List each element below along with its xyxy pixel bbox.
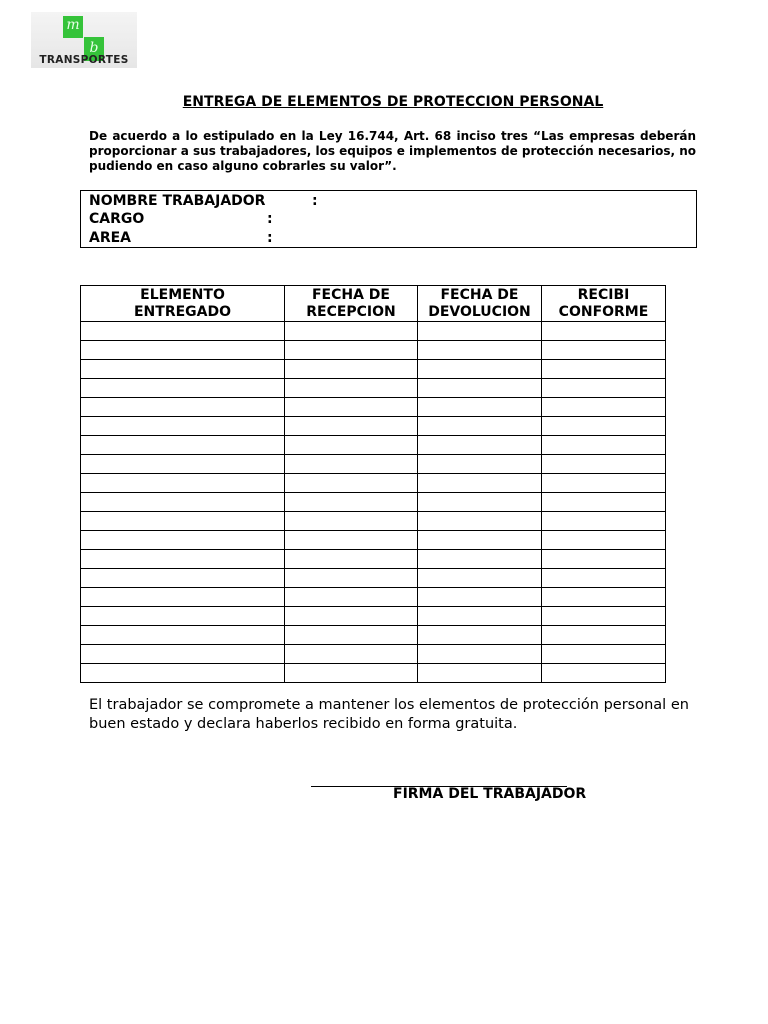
table-row (81, 512, 666, 531)
worker-name-field (89, 193, 318, 210)
cell-recibi-conforme (542, 379, 666, 398)
header-recibi-conforme-line2: CONFORME (558, 303, 649, 320)
closing-statement: El trabajador se compromete a mantener los elementos de protección personal en buen estado y declara haberlos recibido en forma gratuita. (89, 697, 689, 732)
cell-fecha-recepcion (285, 626, 418, 645)
cell-elemento (81, 474, 285, 493)
cell-elemento (81, 626, 285, 645)
header-fecha-recepcion-line1: FECHA DE (311, 286, 390, 303)
cell-recibi-conforme (542, 417, 666, 436)
table-row (81, 531, 666, 550)
company-logo (31, 12, 137, 68)
cell-fecha-devolucion (418, 341, 542, 360)
cell-elemento (81, 360, 285, 379)
table-row (81, 398, 666, 417)
cell-fecha-recepcion (285, 531, 418, 550)
table-row (81, 664, 666, 683)
cell-elemento (81, 512, 285, 531)
cell-recibi-conforme (542, 645, 666, 664)
table-body (81, 322, 666, 683)
ppe-delivery-table (80, 285, 666, 683)
table-row (81, 417, 666, 436)
cell-elemento (81, 588, 285, 607)
table-row (81, 607, 666, 626)
cell-recibi-conforme (542, 341, 666, 360)
cell-fecha-recepcion (285, 398, 418, 417)
cell-recibi-conforme (542, 512, 666, 531)
cell-recibi-conforme (542, 360, 666, 379)
cell-fecha-devolucion (418, 645, 542, 664)
cell-fecha-devolucion (418, 664, 542, 683)
cell-elemento (81, 569, 285, 588)
worker-area-field (89, 230, 273, 247)
table-row (81, 493, 666, 512)
table-row (81, 474, 666, 493)
worker-name-label: NOMBRE TRABAJADOR (89, 193, 266, 209)
cell-elemento (81, 531, 285, 550)
cell-recibi-conforme (542, 398, 666, 417)
cell-fecha-recepcion (285, 379, 418, 398)
cell-recibi-conforme (542, 569, 666, 588)
cell-fecha-devolucion (418, 588, 542, 607)
cell-elemento (81, 341, 285, 360)
table-row (81, 626, 666, 645)
cell-fecha-recepcion (285, 341, 418, 360)
table-row (81, 379, 666, 398)
header-elemento-line1: ELEMENTO (140, 286, 225, 303)
cell-fecha-devolucion (418, 417, 542, 436)
header-elemento (81, 286, 285, 322)
table-row (81, 550, 666, 569)
worker-area-colon: : (267, 230, 273, 246)
cell-recibi-conforme (542, 626, 666, 645)
cell-recibi-conforme (542, 588, 666, 607)
cell-elemento (81, 664, 285, 683)
header-recibi-conforme (542, 286, 666, 322)
cell-elemento (81, 322, 285, 341)
cell-recibi-conforme (542, 550, 666, 569)
cell-fecha-devolucion (418, 360, 542, 379)
cell-fecha-devolucion (418, 436, 542, 455)
cell-fecha-recepcion (285, 645, 418, 664)
cell-recibi-conforme (542, 436, 666, 455)
table-header-row (81, 286, 666, 322)
cell-fecha-devolucion (418, 322, 542, 341)
cell-elemento (81, 417, 285, 436)
cell-fecha-recepcion (285, 493, 418, 512)
cell-elemento (81, 607, 285, 626)
cell-recibi-conforme (542, 664, 666, 683)
worker-cargo-field (89, 211, 273, 228)
cell-fecha-recepcion (285, 607, 418, 626)
header-fecha-devolucion (418, 286, 542, 322)
cell-fecha-devolucion (418, 493, 542, 512)
table-row (81, 588, 666, 607)
cell-recibi-conforme (542, 474, 666, 493)
cell-elemento (81, 379, 285, 398)
cell-elemento (81, 493, 285, 512)
cell-recibi-conforme (542, 455, 666, 474)
intro-paragraph: De acuerdo a lo estipulado en la Ley 16.744, Art. 68 inciso tres “Las empresas deberán proporcionar a sus trabajadores, los equipos e implementos de protección necesarios, no pudiendo en caso alguno cobrarles su valor”. (89, 129, 696, 173)
cell-recibi-conforme (542, 322, 666, 341)
signature-label: FIRMA DEL TRABAJADOR (393, 786, 587, 802)
cell-fecha-devolucion (418, 398, 542, 417)
cell-fecha-devolucion (418, 512, 542, 531)
table-row (81, 569, 666, 588)
cell-fecha-devolucion (418, 550, 542, 569)
cell-elemento (81, 550, 285, 569)
header-fecha-recepcion (285, 286, 418, 322)
cell-fecha-devolucion (418, 607, 542, 626)
worker-name-colon: : (312, 193, 318, 209)
worker-info-box (80, 190, 697, 248)
table-row (81, 341, 666, 360)
cell-fecha-devolucion (418, 455, 542, 474)
cell-fecha-recepcion (285, 474, 418, 493)
cell-elemento (81, 436, 285, 455)
cell-fecha-recepcion (285, 322, 418, 341)
logo-square-b: b (84, 37, 104, 61)
cell-elemento (81, 398, 285, 417)
cell-fecha-recepcion (285, 417, 418, 436)
header-recibi-conforme-line1: RECIBI (577, 286, 630, 303)
header-fecha-devolucion-line1: FECHA DE (440, 286, 519, 303)
cell-fecha-recepcion (285, 569, 418, 588)
cell-recibi-conforme (542, 607, 666, 626)
cell-fecha-devolucion (418, 626, 542, 645)
cell-fecha-recepcion (285, 550, 418, 569)
cell-fecha-recepcion (285, 455, 418, 474)
table-row (81, 436, 666, 455)
cell-fecha-recepcion (285, 512, 418, 531)
table-row (81, 645, 666, 664)
header-fecha-recepcion-line2: RECEPCION (306, 303, 396, 320)
worker-cargo-label: CARGO (89, 211, 145, 227)
cell-fecha-devolucion (418, 569, 542, 588)
cell-fecha-recepcion (285, 360, 418, 379)
worker-area-label: AREA (89, 230, 132, 246)
header-elemento-line2: ENTREGADO (133, 303, 232, 320)
cell-recibi-conforme (542, 531, 666, 550)
cell-fecha-devolucion (418, 379, 542, 398)
logo-square-m: m (63, 16, 83, 38)
worker-cargo-colon: : (267, 211, 273, 227)
cell-fecha-recepcion (285, 588, 418, 607)
table-row (81, 322, 666, 341)
cell-recibi-conforme (542, 493, 666, 512)
cell-fecha-devolucion (418, 474, 542, 493)
logo-brand-text: TRANSPORTES (39, 54, 129, 66)
table-row (81, 360, 666, 379)
header-fecha-devolucion-line2: DEVOLUCION (428, 303, 531, 320)
cell-fecha-recepcion (285, 436, 418, 455)
document-title: ENTREGA DE ELEMENTOS DE PROTECCION PERSONAL (182, 94, 604, 110)
table-row (81, 455, 666, 474)
cell-elemento (81, 455, 285, 474)
cell-elemento (81, 645, 285, 664)
cell-fecha-devolucion (418, 531, 542, 550)
cell-fecha-recepcion (285, 664, 418, 683)
